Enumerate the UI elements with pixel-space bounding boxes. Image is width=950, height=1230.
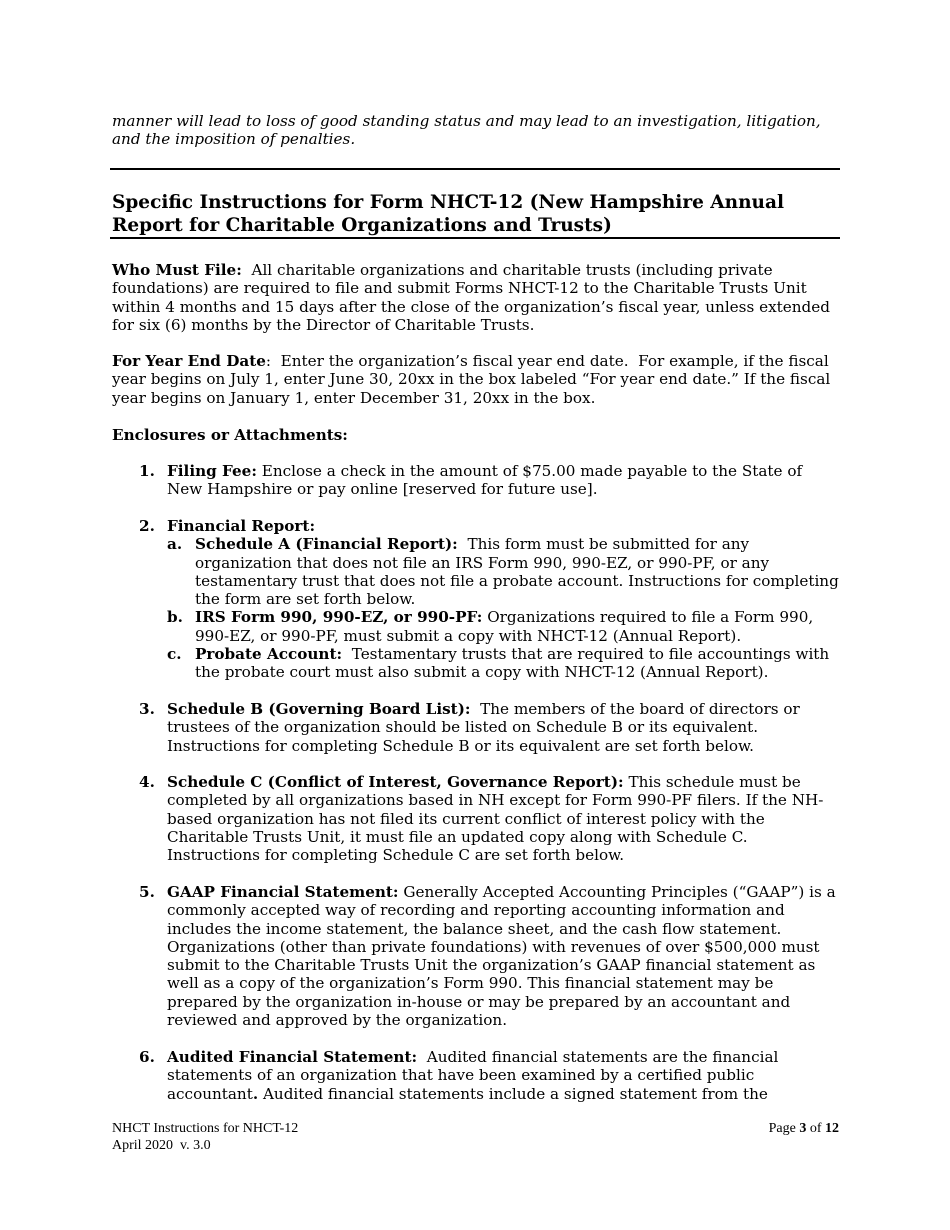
sub-item-label: Probate Account: [195, 645, 343, 664]
footer-left [112, 1121, 298, 1154]
list-item-filing-fee [112, 462, 842, 499]
list-item-number: 1. [139, 462, 155, 480]
list-item-financial-report [112, 517, 842, 682]
list-item-text: Enclose a check in the amount of $75.00 made payable to the State of New Hampshire or pay online [reserved for future use]. [167, 462, 807, 499]
intro-continuation: manner will lead to loss of good standing status and may lead to an investigation, litigation, and the imposition of penalties. [112, 112, 821, 149]
sub-item-text: Organizations required to file a Form 990, 990-EZ, or 990-PF, must submit a copy with NHCT-12 (Annual Report). [195, 608, 819, 645]
enclosures-heading [112, 426, 840, 444]
list-item-label: Filing Fee: [167, 462, 257, 480]
list-item-period: . [252, 1084, 259, 1103]
sub-item-schedule-a [167, 535, 842, 608]
year-end-text: : Enter the organization’s fiscal year end date. For example, if the fiscal year begins on July 1, enter June 30, 20xx in the box labeled “For year end date.” If the fiscal year begins on January 1, enter December 31, 20xx in the box. [112, 352, 836, 407]
list-item-label: Schedule B (Governing Board List): [167, 700, 471, 718]
list-item-number: 4. [139, 773, 155, 791]
page-title: Specific Instructions for Form NHCT-12 (New Hampshire Annual Report for Charitable Organizations and Trusts) [112, 192, 784, 236]
footer-doc-title: NHCT Instructions for NHCT-12 [112, 1121, 299, 1136]
who-must-file-text: All charitable organizations and charitable trusts (including private foundations) are required to file and submit Forms NHCT-12 to the Charitable Trusts Unit within 4 months and 15 days after the close of the organization’s fiscal year, unless extended for six (6) months by the Director of Charitable Trusts. [112, 261, 835, 334]
who-must-file-label: Who Must File: [112, 261, 242, 279]
footer-page-number [769, 1121, 839, 1138]
list-item-label: Audited Financial Statement: [167, 1048, 418, 1066]
list-item-text: This schedule must be completed by all organizations based in NH except for Form 990-PF filers. If the NH-based organization has not filed its current conflict of interest policy with the Charitable Trusts Unit, it must file an updated copy along with Schedule C. Instructions for completing Schedule C are set forth below. [167, 773, 824, 865]
footer-page-total: 12 [825, 1121, 839, 1136]
sub-item-letter: b. [167, 608, 183, 627]
list-item-schedule-b [112, 700, 842, 755]
footer-page-word: Page [768, 1121, 800, 1136]
footer-page-current: 3 [799, 1121, 807, 1136]
sub-item-letter: c. [167, 645, 182, 664]
footer-of-word: of [806, 1121, 825, 1136]
list-item-schedule-c [112, 773, 842, 864]
list-item-number: 2. [139, 517, 155, 535]
list-item-audited-statement [112, 1048, 842, 1103]
sub-item-text: Testamentary trusts that are required to file accountings with the probate court must also submit a copy with NHCT-12 (Annual Report). [195, 645, 835, 682]
list-item-text-after: Audited financial statements include a signed statement from the [258, 1084, 768, 1103]
year-end-label: For Year End Date [112, 352, 266, 370]
list-item-text: Audited financial statements are the financial statements of an organization that have been examined by a certified public accountant [167, 1048, 784, 1103]
list-item-text: Generally Accepted Accounting Principles (“GAAP”) is a commonly accepted way of recording and reporting accounting information and includes the income statement, the balance sheet, and the cash flow statement. Organizations (other than private foundations) with revenues of over $500,000 must submit to the Charitable Trusts Unit the organization’s GAAP financial statement as well as a copy of the organization’s Form 990. This financial statement may be prepared by the organization in-house or may be prepared by an accountant and reviewed and approved by the organization. [167, 883, 841, 1030]
sub-item-label: IRS Form 990, 990-EZ, or 990-PF: [195, 608, 483, 627]
section-divider-bottom [110, 237, 840, 239]
sub-item-label: Schedule A (Financial Report): [195, 535, 458, 554]
sub-item-probate-account [167, 645, 842, 682]
list-item-label: GAAP Financial Statement: [167, 883, 399, 901]
sub-item-text: This form must be submitted for any organization that does not file an IRS Form 990, 990-EZ, or 990-PF, or any testamentary trust that does not file a probate account. Instructions for completing the form are set forth below. [195, 535, 844, 609]
who-must-file-paragraph [112, 261, 840, 334]
sub-item-letter: a. [167, 535, 183, 554]
year-end-paragraph [112, 352, 840, 407]
section-divider-top [110, 168, 840, 170]
sub-item-irs-form-990 [167, 608, 842, 645]
footer-version: April 2020 v. 3.0 [112, 1137, 211, 1153]
list-item-number: 5. [139, 883, 155, 901]
list-item-number: 3. [139, 700, 155, 718]
enclosures-heading-label: Enclosures or Attachments: [112, 426, 348, 444]
list-item-gaap-statement [112, 883, 842, 1029]
list-item-label: Schedule C (Conflict of Interest, Governance Report): [167, 773, 624, 791]
list-item-text: The members of the board of directors or trustees of the organization should be listed on Schedule B or its equivalent. Instructions for completing Schedule B or its equivalent are set forth below. [167, 700, 805, 755]
list-item-label: Financial Report: [167, 517, 316, 535]
list-item-number: 6. [139, 1048, 155, 1066]
